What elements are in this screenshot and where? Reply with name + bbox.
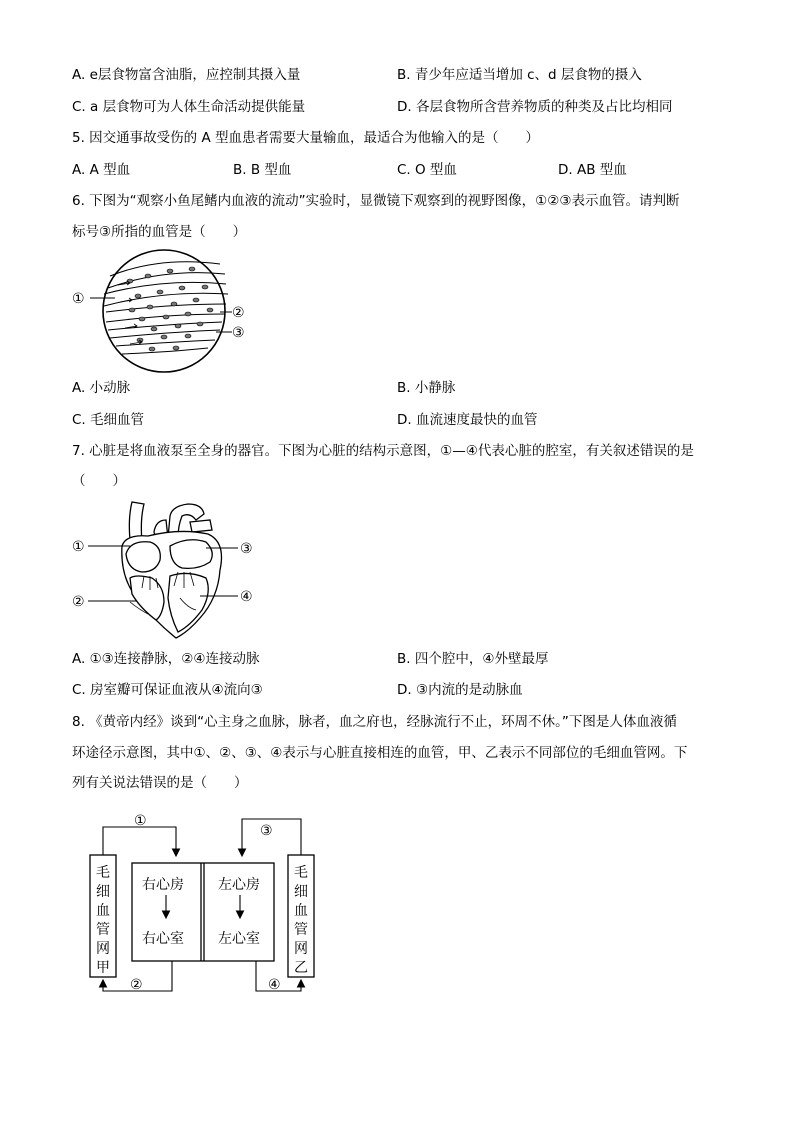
q8-stem-line1: 8. 《黄帝内经》谈到“心主身之血脉，脉者，血之府也，经脉流行不止，环周不休。”下图是人体血液循 [72, 714, 677, 730]
q4-option-c: C. a 层食物可为人体生命活动提供能量 [72, 99, 306, 115]
net-jia-char: 网 [96, 941, 110, 957]
fish-tail-microscope-figure [70, 248, 260, 376]
q8-stem-line2: 环途径示意图，其中①、②、③、④表示与心脏直接相连的血管，甲、乙表示不同部位的毛细血管网。下 [72, 745, 688, 761]
net-jia-char: 甲 [96, 960, 110, 976]
q7-stem-line2: （ ） [72, 473, 126, 489]
q5-option-a: A. A 型血 [72, 162, 131, 178]
net-jia-char: 血 [96, 903, 110, 919]
q5-option-b: B. B 型血 [233, 162, 292, 178]
vessel-label-1: ① [134, 813, 147, 829]
q7-option-a: A. ①③连接静脉，②④连接动脉 [72, 651, 260, 667]
q6-option-b: B. 小静脉 [397, 380, 456, 396]
microscope-field-circle [103, 250, 225, 372]
net-yi-char: 细 [294, 884, 308, 900]
q7-stem-line1: 7. 心脏是将血液泵至全身的器官。下图为心脏的结构示意图，①—④代表心脏的腔室，有关叙述错误的是 [72, 443, 694, 459]
q7-label-3: ③ [240, 541, 253, 557]
right-ventricle-label: 右心室 [142, 931, 184, 947]
q7-option-c: C. 房室瓣可保证血液从④流向③ [72, 682, 263, 698]
net-yi-char: 管 [294, 922, 308, 938]
net-yi-char: 血 [294, 903, 308, 919]
q7-label-4: ④ [240, 589, 253, 605]
net-jia-char: 毛 [96, 865, 110, 881]
q4-option-d: D. 各层食物所含营养物质的种类及占比均相同 [397, 99, 673, 115]
net-jia-char: 管 [96, 922, 110, 938]
q7-label-2: ② [72, 594, 85, 610]
q7-option-d: D. ③内流的是动脉血 [397, 682, 523, 698]
q6-label-3: ③ [232, 325, 245, 341]
q6-option-d: D. 血流速度最快的血管 [397, 412, 538, 428]
vessel-label-4: ④ [268, 977, 281, 993]
net-yi-char: 毛 [294, 865, 308, 881]
left-atrium-label: 左心房 [218, 877, 260, 893]
q8-stem-line3: 列有关说法错误的是（ ） [72, 775, 248, 791]
q6-option-c: C. 毛细血管 [72, 412, 145, 428]
vessel-label-3: ③ [260, 823, 273, 839]
q6-label-2: ② [232, 305, 245, 321]
q5-option-d: D. AB 型血 [558, 162, 627, 178]
q6-option-a: A. 小动脉 [72, 380, 131, 396]
net-jia-char: 细 [96, 884, 110, 900]
net-yi-char: 乙 [294, 960, 308, 976]
q6-stem-line1: 6. 下图为“观察小鱼尾鳍内血液的流动”实验时，显微镜下观察到的视野图像，①②③表示血管。请判断 [72, 193, 680, 209]
q4-option-b: B. 青少年应适当增加 c、d 层食物的摄入 [397, 67, 642, 83]
left-ventricle-label: 左心室 [218, 931, 260, 947]
q4-option-a: A. e层食物富含油脂，应控制其摄入量 [72, 67, 301, 83]
q6-stem-line2: 标号③所指的血管是（ ） [72, 224, 247, 240]
q5-option-c: C. O 型血 [397, 162, 457, 178]
q7-option-b: B. 四个腔中，④外壁最厚 [397, 651, 549, 667]
heart-structure-figure [70, 498, 270, 640]
q5-stem: 5. 因交通事故受伤的 A 型血患者需要大量输血，最适合为他输入的是（ ） [72, 130, 539, 146]
blood-circulation-diagram [80, 805, 330, 1001]
net-yi-char: 网 [294, 941, 308, 957]
q7-label-1: ① [72, 539, 85, 555]
right-atrium-label: 右心房 [142, 877, 184, 893]
vessel-label-2: ② [130, 977, 143, 993]
q6-label-1: ① [72, 291, 85, 307]
